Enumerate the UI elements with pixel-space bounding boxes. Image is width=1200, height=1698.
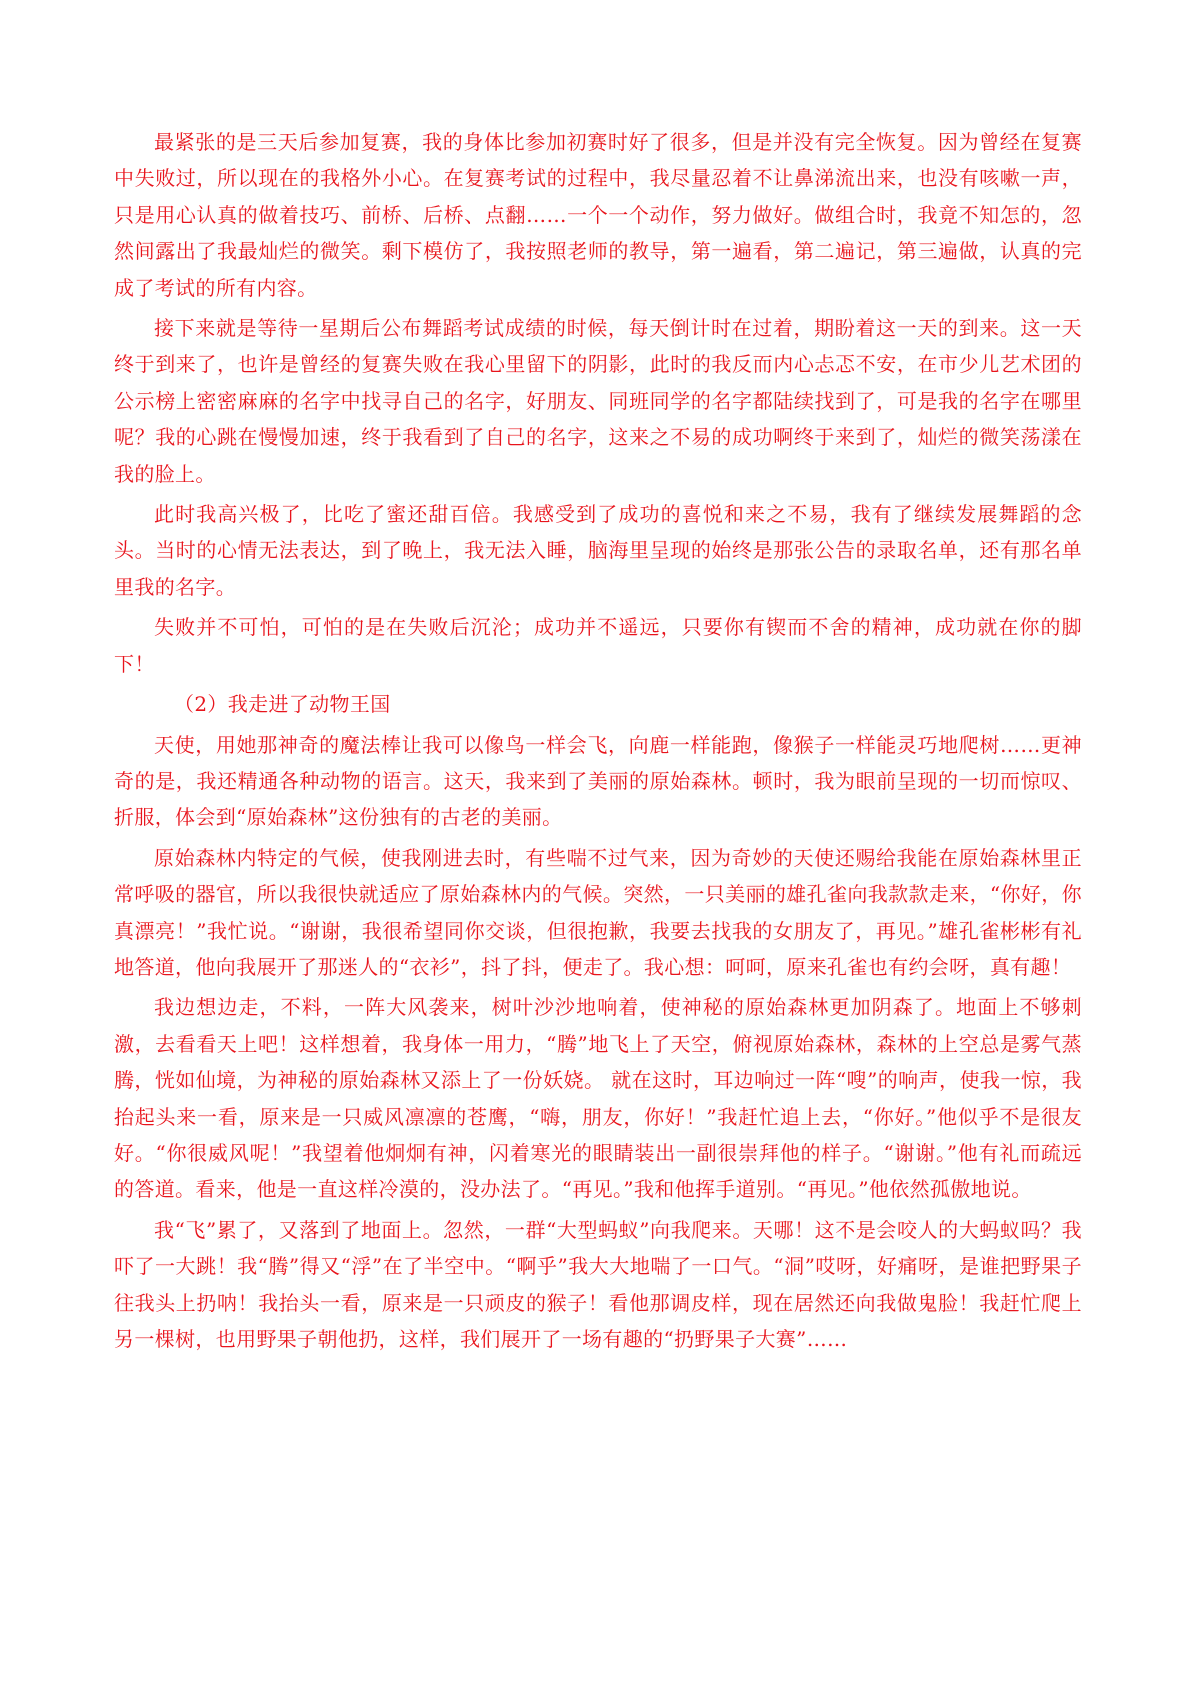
section-heading: （2）我走进了动物王国 xyxy=(174,692,391,717)
paragraph-semifinal: 最紧张的是三天后参加复赛，我的身体比参加初赛时好了很多，但是并没有完全恢复。因为曾经在复赛中失败过，所以现在的我格外小心。在复赛考试的过程中，我尽量忍着不让鼻涕流出来，也没有咳嗽一声，只是用心认真的做着技巧、前桥、后桥、点翻……一个一个动作，努力做好。做组合时，我竟不知怎的，忽然间露出了我最灿烂的微笑。剩下模仿了，我按照老师的教导，第一遍看，第二遍记，第三遍做，认真的完成了考试的所有内容。 xyxy=(114,130,1082,300)
paragraph-peacock: 原始森林内特定的气候，使我刚进去时，有些喘不过气来，因为奇妙的天使还赐给我能在原始森林里正常呼吸的器官，所以我很快就适应了原始森林内的气候。突然，一只美丽的雄孔雀向我款款走来，“你好，你真漂亮！”我忙说。“谢谢，我很希望同你交谈，但很抱歉，我要去找我的女朋友了，再见。”雄孔雀彬彬有礼地答道，他向我展开了那迷人的“衣衫”，抖了抖，便走了。我心想：呵呵，原来孔雀也有约会呀，真有趣！ xyxy=(114,845,1082,979)
paragraph-results: 接下来就是等待一星期后公布舞蹈考试成绩的时候，每天倒计时在过着，期盼着这一天的到来。这一天终于到来了，也许是曾经的复赛失败在我心里留下的阴影，此时的我反而内心忐忑不安，在市少儿艺术团的公示榜上密密麻麻的名字中找寻自己的名字，好朋友、同班同学的名字都陆续找到了，可是我的名字在哪里呢？我的心跳在慢慢加速，终于我看到了自己的名字，这来之不易的成功啊终于来到了，灿烂的微笑荡漾在我的脸上。 xyxy=(114,316,1082,486)
paragraph-conclusion: 失败并不可怕，可怕的是在失败后沉沦；成功并不遥远，只要你有锲而不舍的精神，成功就在你的脚下！ xyxy=(114,615,1082,676)
paragraph-angel: 天使，用她那神奇的魔法棒让我可以像鸟一样会飞，向鹿一样能跑，像猴子一样能灵巧地爬树……更神奇的是，我还精通各种动物的语言。这天，我来到了美丽的原始森林。顿时，我为眼前呈现的一切而惊叹、折服，体会到“原始森林”这份独有的古老的美丽。 xyxy=(114,732,1082,830)
document-body xyxy=(114,124,1082,1361)
paragraph-monkey: 我“飞”累了，又落到了地面上。忽然，一群“大型蚂蚁”向我爬来。天哪！这不是会咬人的大蚂蚁吗？我吓了一大跳！我“腾”得又“浮”在了半空中。“啊乎”我大大地喘了一口气。“洞”哎呀，好痛呀，是谁把野果子往我头上扔呐！我抬头一看，原来是一只顽皮的猴子！看他那调皮样，现在居然还向我做鬼脸！我赶忙爬上另一棵树，也用野果子朝他扔，这样，我们展开了一场有趣的“扔野果子大赛”…… xyxy=(114,1217,1082,1351)
paragraph-eagle: 我边想边走，不料，一阵大风袭来，树叶沙沙地响着，使神秘的原始森林更加阴森了。地面上不够刺激，去看看天上吧！这样想着，我身体一用力，“腾”地飞上了天空，俯视原始森林，森林的上空总是雾气蒸腾，恍如仙境，为神秘的原始森林又添上了一份妖娆。 就在这时，耳边响过一阵“嗖”的响声，使我一惊，我抬起头来一看，原来是一只威风凛凛的苍鹰，“嗨，朋友，你好！”我赶忙追上去，“你好。”他似乎不是很友好。“你很威风呢！”我望着他炯炯有神，闪着寒光的眼睛装出一副很崇拜他的样子。“谢谢。”他有礼而疏远的答道。看来，他是一直这样冷漠的，没办法了。“再见。”我和他挥手道别。“再见。”他依然孤傲地说。 xyxy=(114,995,1082,1202)
paragraph-joy: 此时我高兴极了，比吃了蜜还甜百倍。我感受到了成功的喜悦和来之不易，我有了继续发展舞蹈的念头。当时的心情无法表达，到了晚上，我无法入睡，脑海里呈现的始终是那张公告的录取名单，还有那名单里我的名字。 xyxy=(114,502,1082,599)
